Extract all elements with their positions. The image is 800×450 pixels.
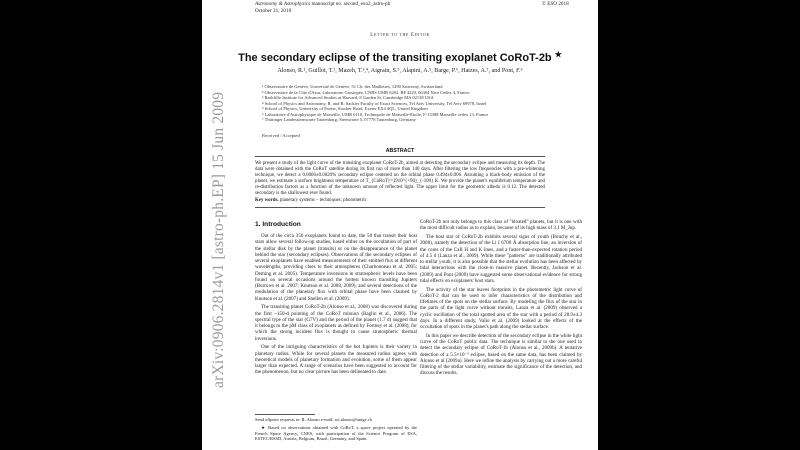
section-heading: 1. Introduction — [255, 221, 301, 228]
body-paragraph: Out of the circa 350 exoplanets found to date, the 50 that transit their host stars allow several follow-up studies, based either on the occultation of part of the stellar disk by the planet (transits) or on the disappearance of the planet behind the star (secondary eclipses). Observations of the secondary eclipses of several exoplanets have enabled measurements of their emitted flux at different wavelengths, providing clues to their atmospheres (Charbonneau et al. 2005; Deming et al. 2005). Temperature inversions in stratospheric levels have been found on several occasions around the hottest known transiting Jupiters (Burrows et al. 2007; Knutson et al. 2008, 2009), and several detections of the modulation of the planetary flux with orbital phase have been claimed by Knutson et al. (2007) and Snellen et al. (2009). — [255, 233, 417, 302]
body-paragraph: The host star of CoRoT-2b exhibits several signs of youth (Bouchy et al., 2008), namely the detection of the Li I 6708 Å absorption line, an inversion of the cores of the CaII H and K lines, and a faster-than-expected rotation period of 4.5 d (Lanza et al., 2009). While these "patterns" are traditionally attributed to stellar youth, it is also possible that the stellar evolution has been affected by tidal interactions with the close-in massive planet. Recently, Jackson et al. (2009) and Pont (2009) have suggested some observational evidence for strong tidal effects on exoplanets' host stars. — [420, 234, 582, 284]
body-paragraph: In this paper we describe detection of the secondary eclipse in the white light curve of the CoRoT public data. The technique is similar to the one used to detect the secondary eclipse of CoRoT-1b (Alonso et al., 2009b). A tentative detection of a 5.5×10⁻⁵ eclipse, based on the same data, has been claimed by Alonso et al (2009a). Here we refine the analysis by carrying out a more careful filtering of the stellar variability, estimate the significance of the detection, and discuss the results. — [420, 332, 582, 377]
footnote-rule — [255, 414, 315, 415]
affiliation-item: ⁶ Laboratoire d'Astrophysique de Marseille, UMR 6110, Technopole de Marseille-Etoile, F-13388 Marseille cedex 13, France — [262, 111, 489, 117]
running-header — [255, 1, 390, 7]
body-paragraph: The activity of the star leaves footprints in the photometric light curve of CoRoT-2 that can be used to infer characteristics of the distribution and lifetimes of the spots on the stellar surface. By modeling the flux of the star in the parts of the light curve without transits, Lanza et al. (2009) observed a cyclic oscillation of the total spotted area of the star with a period of 28.9±4.3 days. In a different study, Valio et al. (2009) looked at the effects of the occultation of spots in the planet's path along the stellar surface. — [420, 286, 582, 330]
arxiv-stamp: arXiv:0906.2814v1 [astro-ph.EP] 15 Jun 2009 — [210, 91, 227, 388]
footnote-item: Send offprint requests to: R. Alonso e-mail: roi.alonso@unige.ch — [255, 417, 373, 422]
manuscript-id: manuscript no. second_exo2_astro-ph — [310, 1, 391, 7]
body-paragraph: One of the intriguing characteristics of the hot Jupiters is their variety in planetary radius. While for several planets the measured radius agrees with theoretical models of planetary formation and evolution, some of them appear larger than expected. A range of scenarios have been suggested to account for the phenomenon, but no clear picture has been delineated to date. — [255, 344, 417, 376]
footnotes — [255, 417, 417, 444]
keywords — [255, 198, 367, 203]
abstract-rule-bottom — [255, 207, 545, 208]
affiliation-item: ⁵ School of Physics, University of Exeter, Stocker Road, Exeter EX4 4QL, United Kingdom — [262, 106, 428, 111]
header-date: October 31, 2018 — [255, 8, 292, 14]
journal-name: Astronomy & Astrophysics — [255, 1, 311, 7]
abstract-heading: ABSTRACT — [385, 148, 415, 154]
right-column — [420, 219, 582, 379]
affiliation-item: ² Observatoire de la Côte d'Azur, Laboratoire Cassiopée, CNRS UMR 6202, BP 4229, 06304 Nice Cedex 4, France — [262, 89, 470, 95]
keywords-text: planetary systems – techniques: photometric — [279, 198, 367, 203]
left-column — [255, 233, 417, 378]
paper-page — [202, 0, 598, 450]
affiliation-item: ⁴ School of Physics and Astronomy, R. and B. Sackler Faculty of Exact Sciences, Tel Aviv University, Tel Aviv 69978, Israel — [262, 100, 487, 106]
letter-type: Letter to the Editor — [370, 33, 430, 38]
copyright-notice: © ESO 2018 — [542, 1, 569, 7]
title-footnote-mark: ★ — [554, 50, 562, 59]
received-accepted: Received / Accepted — [262, 133, 300, 138]
affiliations — [262, 84, 488, 123]
body-paragraph: The transiting planet CoRoT-2b (Alonso et al., 2008) was discovered during the first ~150-d pointing of the CoRoT mission (Baglin et al., 2006). The spectral type of the star (G7V) and the period of the planet (1.7 d) suggest that it belongs to the pM class of exoplanets as defined by Fortney et al. (2008), for which the strong incident flux is thought to cause stratospheric thermal inversions. — [255, 304, 417, 342]
footnote-item: ★ Based on observations obtained with CoRoT, a space project operated by the French Space Agency, CNES, with participation of the Science Program of ESA, ESTEC/RSSD, Austria, Belgium, Brazil, Germany, and Spain. — [255, 425, 417, 442]
affiliation-item: ⁷ Thüringer Landessternwarte Tautenburg, Sternwarte 5, 07778 Tautenburg, Germany — [262, 117, 416, 122]
keywords-label: Key words. — [255, 198, 279, 203]
affiliation-item: ³ Radcliffe Institute for Advanced Studies at Harvard, 8 Garden St. Cambridge MA 02138 USA — [262, 95, 434, 100]
author-list: Alonso, R.¹, Guillot, T.², Mazeh, T.³,⁴, Aigrain, S.⁵, Alapini, A.⁵, Barge, P.⁶, Hatzes, A.⁷, and Pont, F.⁵ — [277, 68, 523, 74]
paper-title — [202, 50, 598, 64]
title-text: The secondary eclipse of the transiting exoplanet CoRoT-2b — [238, 52, 552, 64]
body-paragraph: CoRoT-2b not only belongs to this class of "bloated" planets, but it is one with the most difficult radius as to explain, because of its high mass of 3.1 M_Jup. — [420, 219, 582, 232]
abstract-rule-top — [255, 156, 545, 157]
affiliation-item: ¹ Observatoire de Genève, Université de Genève, 51 Ch. des Maillettes, 1290 Sauverny, Switzerland — [262, 84, 443, 89]
abstract-body: We present a study of the light curve of the transiting exoplanet CoRoT-2b, aimed at detecting the secondary eclipse and measuring its depth. The data were obtained with the CoRoT satellite during its first run of more than 140 days. After filtering the low frequencies with a pre-whitening technique, we detect a 0.0060±0.0020% secondary eclipse centered on the orbital phase 0.494±0.006. Assuming a black-body emission of the planet, we estimate a surface brightness temperature of T_{CoRoT}=1910^{+90}_{-100} K. We provide the planet's equilibrium temperature and re-distribution factors as a function of the unknown amount of reflected light. The upper limit for the geometric albedo is 0.12. The detected secondary is the shallowest ever found. — [255, 161, 545, 196]
